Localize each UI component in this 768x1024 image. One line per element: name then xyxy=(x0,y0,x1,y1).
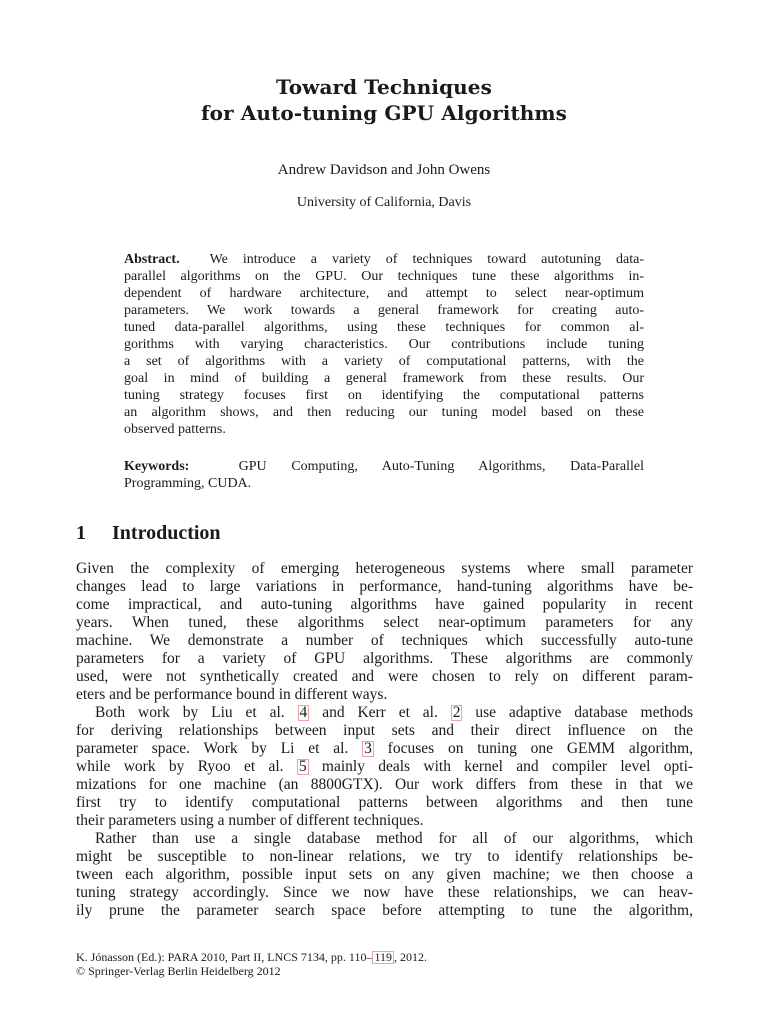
title-line-1: Toward Techniques xyxy=(276,75,492,99)
footer xyxy=(76,950,427,978)
abstract xyxy=(124,251,644,438)
body-line: come impractical, and auto-tuning algorithms have gained popularity in recent xyxy=(76,596,693,613)
body-line: tween each algorithm, possible input sets on any given machine; we then choose a xyxy=(76,866,693,883)
abstract-line: Abstract. We introduce a variety of techniques toward autotuning data- xyxy=(124,252,645,267)
keywords-line: Programming, CUDA. xyxy=(124,476,252,491)
affiliation: University of California, Davis xyxy=(296,195,472,210)
body-line: for deriving relationships between input sets and their direct influence on the xyxy=(76,722,693,739)
body-line: while work by Ryoo et al. 5 mainly deals with kernel and compiler level opti- xyxy=(76,758,694,775)
body-line: years. When tuned, these algorithms select near-optimum parameters for any xyxy=(76,614,693,631)
abstract-line: observed patterns. xyxy=(124,422,226,437)
abstract-line: parallel algorithms on the GPU. Our techniques tune these algorithms in- xyxy=(124,269,644,284)
abstract-label: Abstract. xyxy=(124,252,180,267)
section-title: Introduction xyxy=(112,522,221,544)
citation-link-2[interactable]: 2 xyxy=(452,704,461,721)
abstract-line: a set of algorithms with a variety of computational patterns, with the xyxy=(124,354,644,369)
abstract-line: tuning strategy focuses first on identifying the computational patterns xyxy=(124,388,644,403)
citation-link-5[interactable]: 5 xyxy=(298,758,307,775)
body-line: mizations for one machine (an 8800GTX). Our work differs from these in that we xyxy=(76,776,693,793)
title-line-2: for Auto-tuning GPU Algorithms xyxy=(200,101,568,125)
abstract-line: an algorithm shows, and then reducing our tuning model based on these xyxy=(124,405,644,420)
citation-link-4[interactable]: 4 xyxy=(299,704,308,721)
footer-citation: K. Jónasson (Ed.): PARA 2010, Part II, LNCS 7134, pp. 110– 119 , 2012. xyxy=(76,950,428,964)
body-text xyxy=(76,560,693,920)
footer-copyright: © Springer-Verlag Berlin Heidelberg 2012 xyxy=(76,964,281,978)
body-line: ily prune the parameter search space before attempting to tune the algorithm, xyxy=(76,902,693,919)
abstract-line: gorithms with varying characteristics. Our contributions include tuning xyxy=(124,337,644,352)
body-line: their parameters using a number of different techniques. xyxy=(76,812,424,829)
body-line: Given the complexity of emerging heterogeneous systems where small parameter xyxy=(76,560,693,577)
body-line: parameters for a variety of GPU algorithms. These algorithms are commonly xyxy=(76,650,693,667)
body-line: changes lead to large variations in performance, hand-tuning algorithms have be- xyxy=(76,578,693,595)
body-line: first try to identify computational patterns between algorithms and then tune xyxy=(76,794,693,811)
section-heading-introduction xyxy=(76,520,221,546)
body-line: might be susceptible to non-linear relations, we try to identify relationships be- xyxy=(76,848,693,865)
paper-title xyxy=(0,74,768,126)
body-line: used, were not synthetically created and were chosen to rely on different param- xyxy=(76,668,693,685)
body-line: Both work by Liu et al. 4 and Kerr et al. 2 use adaptive database methods xyxy=(95,704,694,721)
keywords xyxy=(124,458,644,492)
body-line: tuning strategy accordingly. Since we now have these relationships, we can heav- xyxy=(76,884,693,901)
page-ref-link[interactable]: 119 xyxy=(374,950,393,964)
keywords-line: Keywords: GPU Computing, Auto-Tuning Algorithms, Data-Parallel xyxy=(124,459,644,474)
authors: Andrew Davidson and John Owens xyxy=(277,162,491,178)
body-line: parameter space. Work by Li et al. 3 focuses on tuning one GEMM algorithm, xyxy=(76,740,693,757)
abstract-line: tuned data-parallel algorithms, using these techniques for common al- xyxy=(124,320,644,335)
abstract-line: dependent of hardware architecture, and attempt to select near-optimum xyxy=(124,286,644,301)
body-line: Rather than use a single database method for all of our algorithms, which xyxy=(95,830,693,847)
abstract-line: parameters. We work towards a general framework for creating auto- xyxy=(124,303,644,318)
citation-link-3[interactable]: 3 xyxy=(364,740,372,757)
body-line: eters and be performance bound in different ways. xyxy=(76,686,388,703)
abstract-line: goal in mind of building a general framework from these results. Our xyxy=(124,371,644,386)
body-line: machine. We demonstrate a number of techniques which successfully auto-tune xyxy=(76,632,693,649)
keywords-label: Keywords: xyxy=(124,459,190,474)
section-number: 1 xyxy=(76,522,86,544)
